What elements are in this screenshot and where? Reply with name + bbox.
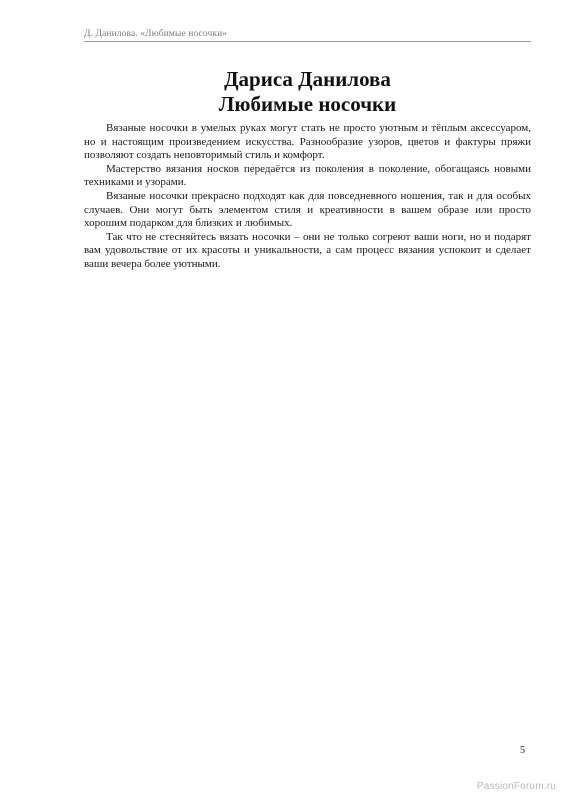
header-divider (84, 41, 531, 42)
running-header: Д. Данилова. «Любимые носочки» (84, 29, 228, 39)
body-text (84, 122, 531, 272)
title-block (84, 67, 531, 117)
paragraph: Вязаные носочки прекрасно подходят как для повседневного ношения, так и для особых случаев. Они могут быть элементом стиля и креативности в вашем образе или просто хорошим подарком для близких и любимых. (84, 189, 531, 230)
paragraph: Так что не стесняйтесь вязать носочки – они не только согреют ваши ноги, но и подарят вам удовольствие от их красоты и уникальности, а сам процесс вязания успокоит и сделает ваши вечера более уютными. (84, 230, 531, 270)
watermark: PassionForum.ru (476, 781, 556, 792)
paragraph: Мастерство вязания носков передаётся из поколения в поколение, обогащаясь новыми техниками и узорами. (84, 162, 531, 189)
author-name: Дариса Данилова (224, 67, 391, 91)
paragraph: Вязаные носочки в умелых руках могут стать не просто уютным и тёплым аксессуаром, но и настоящим произведением искусства. Разнообразие узоров, цветов и фактуры пряжи позволяют создать неповторимый стиль и комфорт. (84, 122, 531, 162)
book-title: Любимые носочки (218, 92, 397, 116)
page-number: 5 (520, 745, 525, 756)
